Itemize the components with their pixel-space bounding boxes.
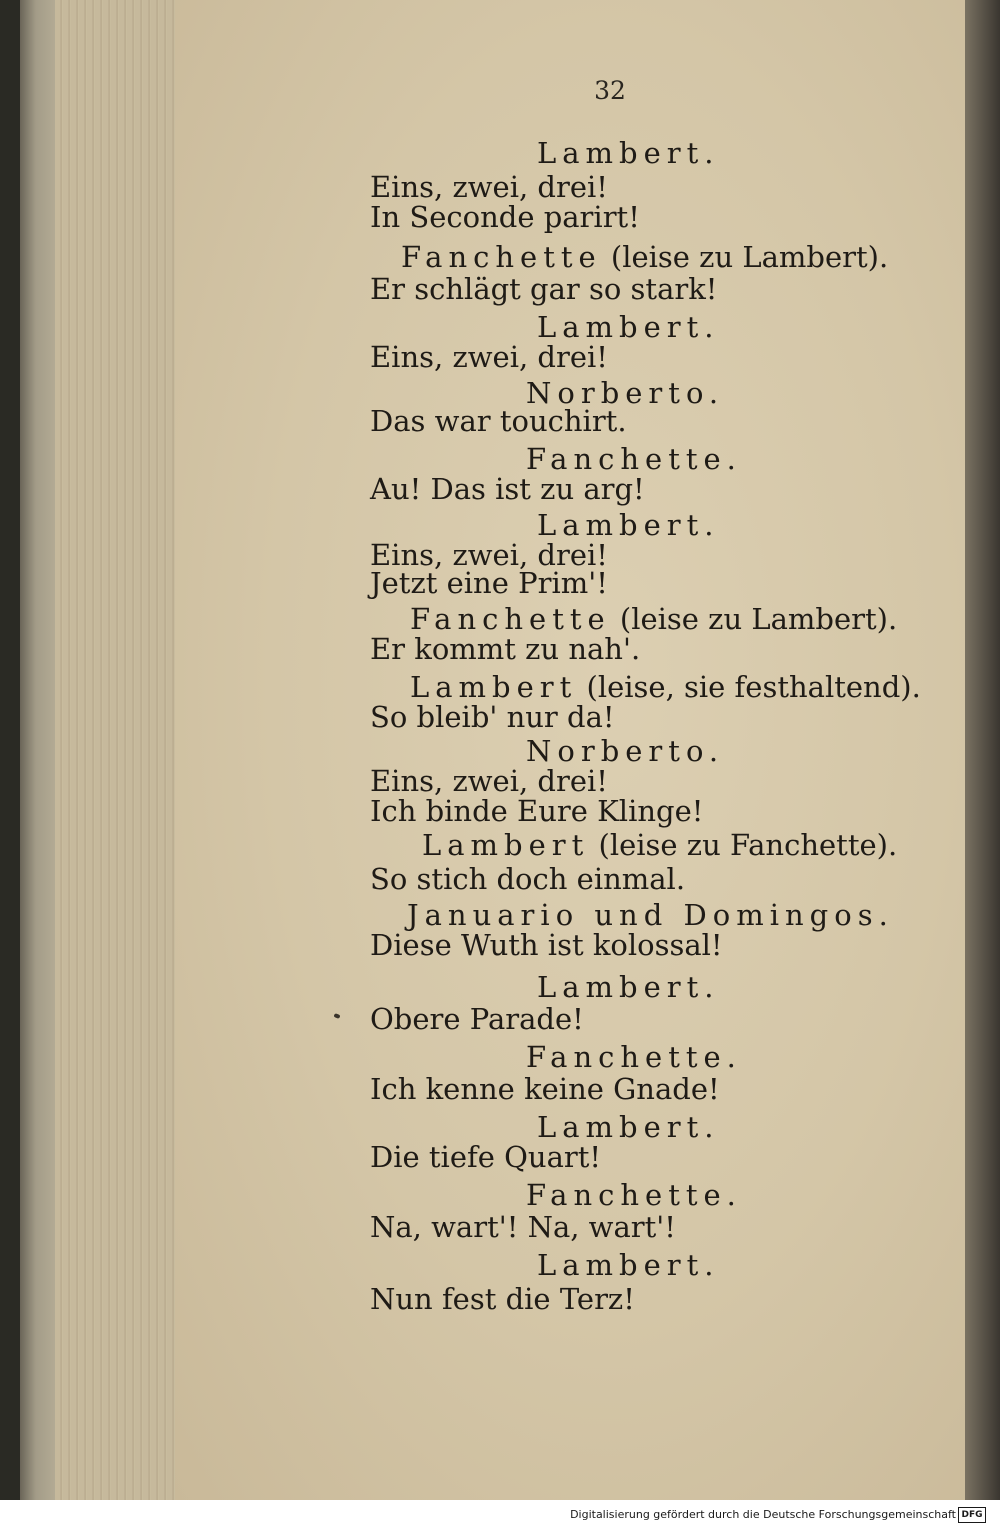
dialogue-line: In Seconde parirt!: [370, 200, 640, 234]
speaker-line: [537, 310, 720, 344]
speaker-line: [410, 670, 921, 704]
stage-direction: (leise zu Lambert).: [610, 602, 898, 636]
dialogue-line: Das war touchirt.: [370, 404, 627, 438]
dialogue-line: Eins, zwei, drei!: [370, 340, 608, 374]
dialogue-line: Au! Das ist zu arg!: [370, 472, 645, 506]
dialogue-line: Jetzt eine Prim'!: [370, 566, 608, 600]
speaker-name: Januario und Domingos.: [407, 898, 894, 932]
speaker-line: [526, 734, 724, 768]
speaker-line: [537, 136, 720, 170]
dialogue-line: Eins, zwei, drei!: [370, 170, 608, 204]
speaker-name: Fanchette: [401, 240, 602, 274]
speaker-line: [537, 1110, 720, 1144]
speaker-name: Fanchette.: [526, 442, 742, 476]
dialogue-line: Er kommt zu nah'.: [370, 632, 641, 666]
speaker-line: [537, 970, 720, 1004]
speaker-name: Fanchette: [410, 602, 611, 636]
stage-direction: (leise zu Fanchette).: [589, 828, 898, 862]
speaker-line: [526, 442, 742, 476]
speaker-name: Lambert.: [537, 508, 720, 542]
speaker-line: [422, 828, 897, 862]
dialogue-line: So stich doch einmal.: [370, 862, 686, 896]
dialogue-line: Ich kenne keine Gnade!: [370, 1072, 720, 1106]
speaker-name: Fanchette.: [526, 1178, 742, 1212]
dialogue-line: Nun fest die Terz!: [370, 1282, 635, 1316]
speaker-name: Lambert: [422, 828, 590, 862]
dialogue-line: Eins, zwei, drei!: [370, 538, 608, 572]
dialogue-line: So bleib' nur da!: [370, 700, 615, 734]
dialogue-line: Obere Parade!: [370, 1002, 584, 1036]
dialogue-line: Na, wart'! Na, wart'!: [370, 1210, 676, 1244]
page-stack-edge: [55, 0, 175, 1500]
dialogue-line: Eins, zwei, drei!: [370, 764, 608, 798]
speaker-name: Lambert.: [537, 1110, 720, 1144]
speaker-name: Lambert.: [537, 970, 720, 1004]
dialogue-line: Er schlägt gar so stark!: [370, 272, 718, 306]
dialogue-line: Ich binde Eure Klinge!: [370, 794, 704, 828]
book-cover-edge: [20, 0, 60, 1500]
speaker-line: [410, 602, 897, 636]
speaker-name: Lambert.: [537, 136, 720, 170]
speaker-name: Lambert.: [537, 1248, 720, 1282]
speaker-line: [526, 1040, 742, 1074]
speaker-line: [401, 240, 888, 274]
dialogue-line: Diese Wuth ist kolossal!: [370, 928, 723, 962]
page-number: 32: [594, 76, 626, 105]
speaker-line: [537, 508, 720, 542]
speaker-line: [407, 898, 894, 932]
speaker-name: Fanchette.: [526, 1040, 742, 1074]
dialogue-line: Die tiefe Quart!: [370, 1140, 602, 1174]
speaker-name: Lambert: [410, 670, 578, 704]
dfg-logo-icon: DFG: [958, 1507, 986, 1523]
book-gutter-shadow: [965, 0, 1000, 1500]
stage-direction: (leise zu Lambert).: [601, 240, 889, 274]
speaker-line: [537, 1248, 720, 1282]
speaker-line: [526, 1178, 742, 1212]
stage-direction: (leise, sie festhaltend).: [577, 670, 921, 704]
footer-credit: Digitalisierung gefördert durch die Deutsche Forschungsgemeinschaft: [570, 1508, 956, 1521]
speaker-name: Norberto.: [526, 376, 725, 410]
speaker-name: Norberto.: [526, 734, 725, 768]
speaker-name: Lambert.: [537, 310, 720, 344]
